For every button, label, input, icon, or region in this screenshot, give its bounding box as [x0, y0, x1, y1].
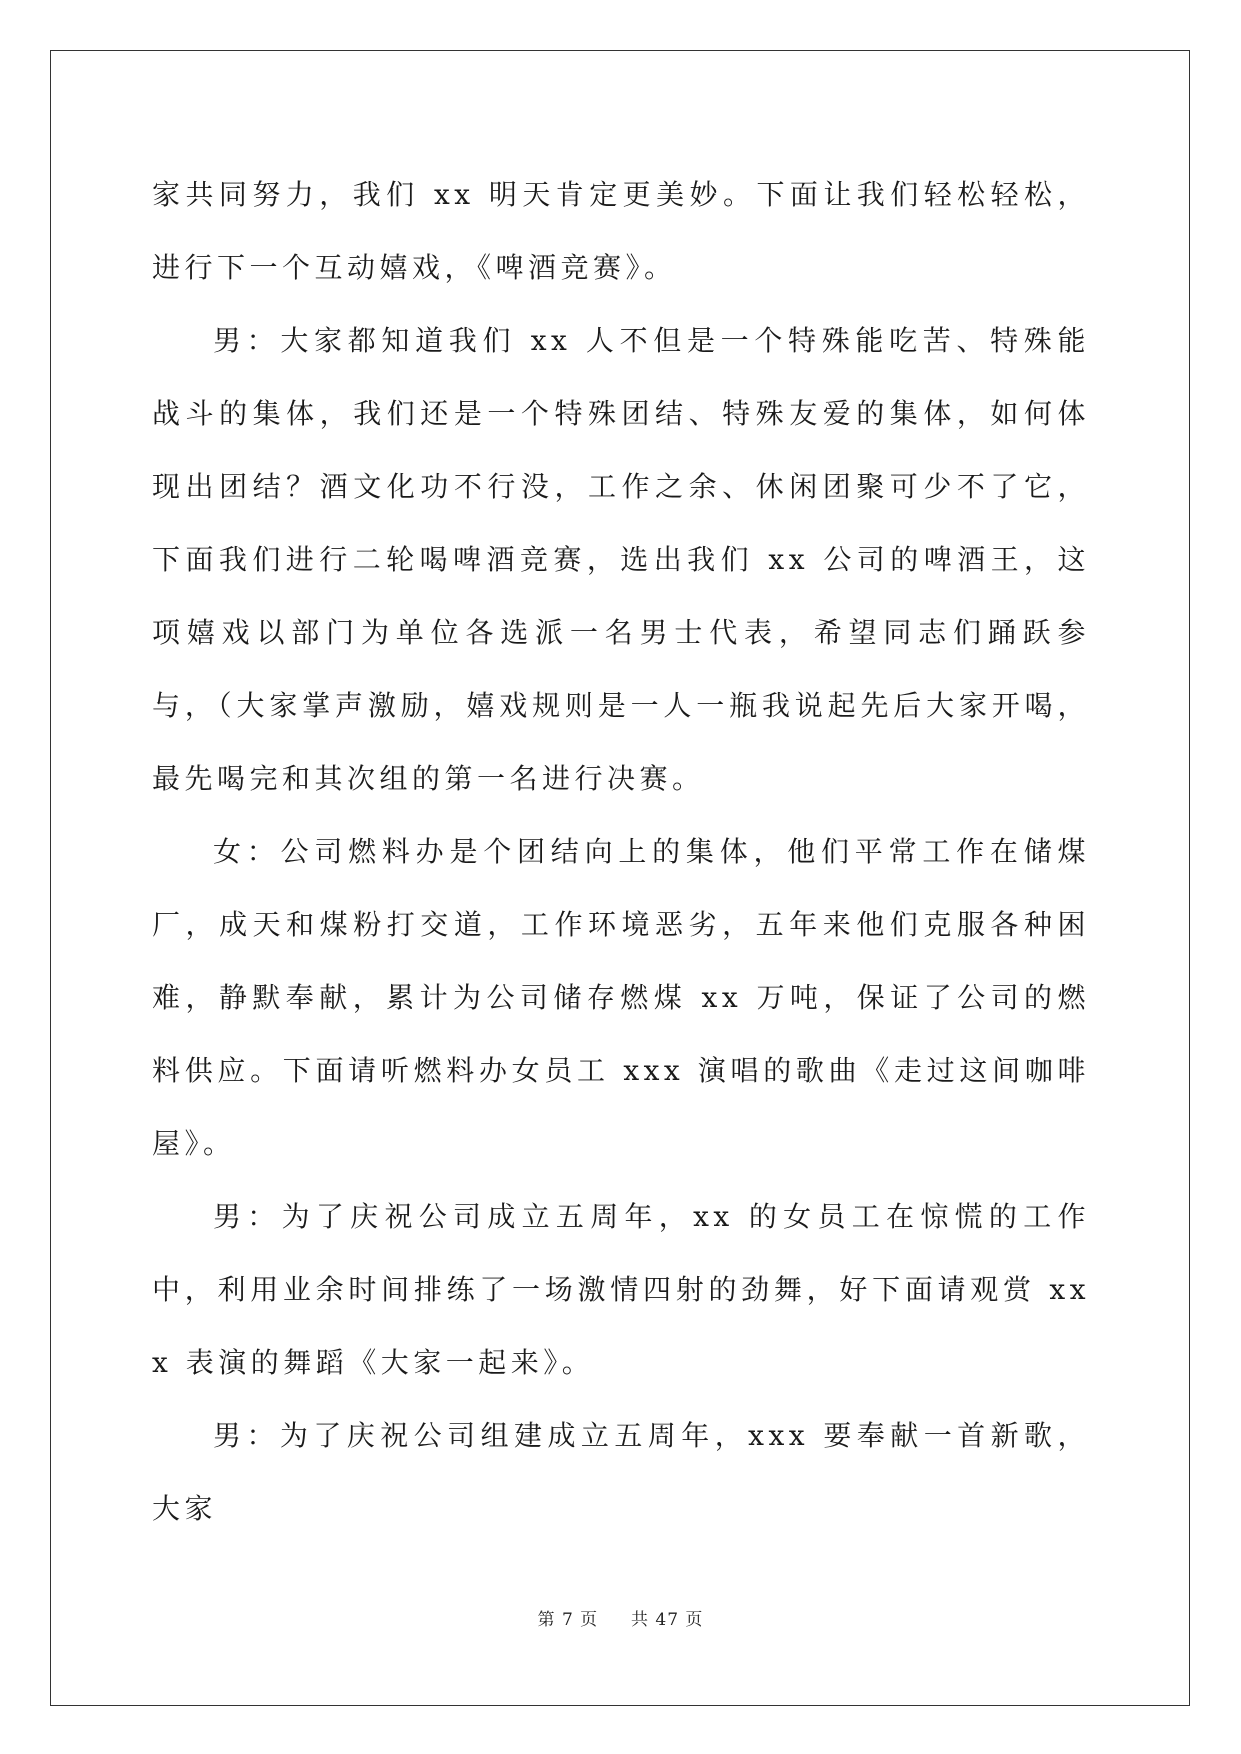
paragraph: 家共同努力，我们 xx 明天肯定更美妙。下面让我们轻松轻松，进行下一个互动嬉戏，《啤酒竞赛》。 — [152, 178, 1090, 284]
paragraph: 女：公司燃料办是个团结向上的集体，他们平常工作在储煤厂，成天和煤粉打交道，工作环境恶劣，五年来他们克服各种困难，静默奉献，累计为公司储存燃煤 xx 万吨，保证了公司的燃料供应。下面请听燃料办女员工 xxx 演唱的歌曲《走过这间咖啡屋》。 — [152, 835, 1090, 1160]
page-footer — [0, 1605, 1241, 1630]
paragraph: 男：为了庆祝公司组建成立五周年，xxx 要奉献一首新歌，大家 — [152, 1419, 1090, 1525]
page-number: 第 7 页 — [537, 1610, 599, 1630]
document-body — [152, 158, 1090, 1545]
paragraph: 男：为了庆祝公司成立五周年，xx 的女员工在惊慌的工作中，利用业余时间排练了一场激情四射的劲舞，好下面请观赏 xxx 表演的舞蹈《大家一起来》。 — [152, 1200, 1090, 1379]
total-pages: 共 47 页 — [630, 1610, 704, 1630]
paragraph: 男：大家都知道我们 xx 人不但是一个特殊能吃苦、特殊能战斗的集体，我们还是一个特殊团结、特殊友爱的集体，如何体现出团结？酒文化功不行没，工作之余、休闲团聚可少不了它，下面我们进行二轮喝啤酒竞赛，选出我们 xx 公司的啤酒王，这项嬉戏以部门为单位各选派一名男士代表，希望同志们踊跃参与，（大家掌声激励，嬉戏规则是一人一瓶我说起先后大家开喝，最先喝完和其次组的第一名进行决赛。 — [152, 324, 1090, 795]
